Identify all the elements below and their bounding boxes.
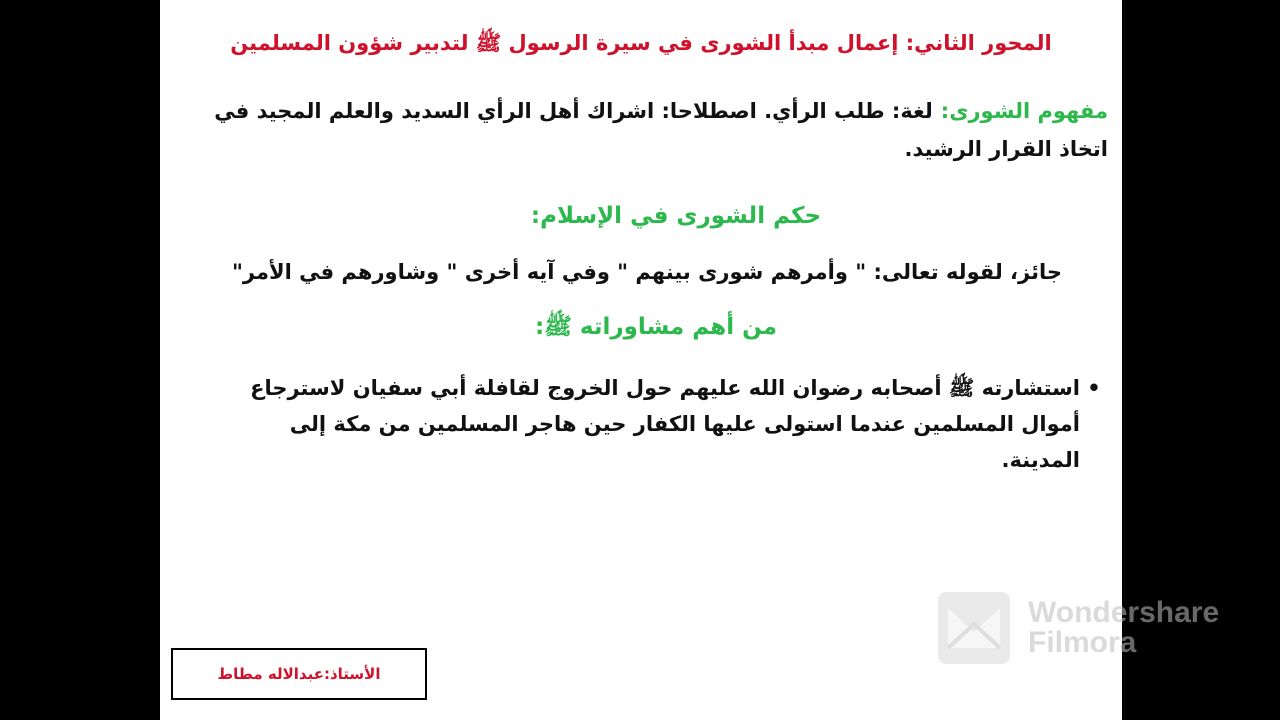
watermark-line1: Wondershare bbox=[1028, 596, 1220, 629]
teacher-name: الأستاذ:عبدالاله مطاط bbox=[217, 665, 381, 683]
teacher-name-box bbox=[171, 648, 427, 700]
list-item bbox=[208, 370, 1108, 478]
concept-text: لغة: طلب الرأي. اصطلاحا: اشراك أهل الرأي السديد والعلم المجيد في اتخاذ القرار الرشيد. bbox=[214, 99, 1108, 161]
filmora-logo-icon bbox=[934, 588, 1014, 668]
watermark-text bbox=[1028, 598, 1219, 658]
concept-term: مفهوم الشورى: bbox=[940, 99, 1108, 123]
consultations-heading: من أهم مشاوراته ﷺ: bbox=[534, 314, 778, 340]
slide-title: المحور الثاني: إعمال مبدأ الشورى في سيرة الرسول ﷺ لتدبير شؤون المسلمين bbox=[230, 31, 1052, 55]
ruling-heading: حكم الشورى في الإسلام: bbox=[530, 203, 822, 229]
watermark bbox=[934, 588, 1219, 668]
concept-definition bbox=[208, 92, 1108, 168]
bullet-icon: • bbox=[1087, 376, 1101, 400]
ruling-text: جائز، لقوله تعالى: " وأمرهم شورى بينهم " وفي آيه أخرى " وشاورهم في الأمر" bbox=[231, 260, 1062, 284]
list-item-text: استشارته ﷺ أصحابه رضوان الله عليهم حول الخروج لقافلة أبي سفيان لاسترجاع أموال المسلمين عندما استولى عليها الكفار حين هاجر المسلمين من مكة إلى المدينة. bbox=[250, 376, 1080, 472]
watermark-line2: Filmora bbox=[1028, 626, 1137, 659]
